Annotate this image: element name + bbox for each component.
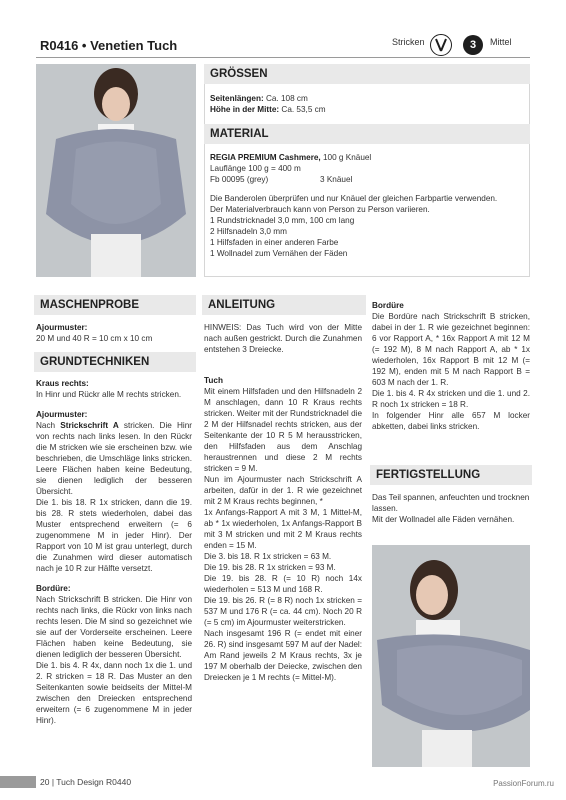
knitting-needles-icon: [430, 34, 452, 56]
fertigstellung-text: [372, 492, 530, 525]
grundtechniken-text: [36, 378, 192, 726]
kraus-title: Kraus rechts:: [36, 379, 89, 388]
fertigstellung-heading: FERTIGSTELLUNG: [370, 465, 532, 485]
tuch-row: Die 19. bis 26. R (= 8 R) noch 1x stricken = 537 M und 176 R (= ca. 44 cm). Noch 20 R (= 5 cm) im Ajourmuster weiterstricken.: [204, 596, 362, 627]
watermark: PassionForum.ru: [493, 779, 554, 788]
page-footer: [0, 775, 566, 789]
maschenprobe-sub: Ajourmuster:: [36, 323, 88, 332]
groessen-label-1: Seitenlängen:: [210, 94, 264, 103]
tuch-text-2: Nun im Ajourmuster nach Strickschrift A arbeiten, dafür in der 1. R wie gezeichnet mit 2 M Kraus rechts beginnen, *: [204, 475, 362, 506]
bordure-text-left-2: Die 1. bis 4. R 4x, dann noch 1x die 1. und 2. R stricken = 18 R. Das Muster an den Seitenkanten sowie beidseits der Mittel-M zwischen den Dreiecken entsprechend erweitern (= 6 zugenommene M in jeder Hinr).: [36, 661, 192, 725]
tuch-title: Tuch: [204, 376, 223, 385]
material-line: 2 Hilfsnadeln 3,0 mm: [210, 227, 287, 236]
material-heading: MATERIAL: [204, 124, 530, 144]
grundtechniken-heading: GRUNDTECHNIKEN: [34, 352, 196, 372]
header-divider: [36, 57, 530, 58]
bordure-text-right-3: In folgender Hinr alle 657 M locker abketten, dabei links stricken.: [372, 411, 530, 431]
material-line: 1 Hilfsfaden in einer anderen Farbe: [210, 238, 339, 247]
groessen-text: [210, 93, 520, 115]
tuch-row: Die 19. bis 28. R 1x stricken = 93 M.: [204, 563, 336, 572]
material-line: 1 Wollnadel zum Vernähen der Fäden: [210, 249, 348, 258]
yarn-weight: 100 g Knäuel: [320, 153, 372, 162]
level-label: Mittel: [490, 37, 512, 47]
groessen-value-2: Ca. 53,5 cm: [279, 105, 326, 114]
anleitung-text: [204, 322, 362, 683]
hinweis: HINWEIS: Das Tuch wird von der Mitte nach außen gestrickt. Durch die Zunahmen entstehen 3 Dreiecke.: [204, 323, 362, 354]
ajour-text-2: Die 1. bis 18. R 1x stricken, dann die 19. bis 28. R stets wiederholen, dabei das Muster entsprechend erweitern (= 6 zugenommene M in jeder Hinr). Der Rapport von 10 M ist grau unterlegt, durch die Zunahmen wird dieser automatisch nach je 10 R zur Hälfte versetzt.: [36, 498, 192, 573]
yarn-length: Lauflänge 100 g = 400 m: [210, 164, 301, 173]
tuch-text: Mit einem Hilfsfaden und den Hilfsnadeln 2 M anschlagen, dann 10 R Kraus rechts stricken. Weiter mit der Rundstricknadel die 2 M der Hilfsnadel rechts stricken, aus der Seitenkante der 10 R 5 M herausstricken, den Hilfsfaden aus dem Anschlag heraustrennen und diese 2 M rechts stricken = 9 M.: [204, 387, 362, 473]
tuch-text-4: Nach insgesamt 196 R (= endet mit einer 26. R) sind insgesamt 597 M auf der Nadel: Am Rand jeweils 2 M Kraus rechts, 3x je 197 M oberhalb der Deiecke, zwischen den Dreiecken je 1 M rechts (= Mittel-M).: [204, 629, 362, 682]
bordure-text-left: Nach Strickschrift B stricken. Die Hinr von rechts nach links, die Rückr von links nach rechts lesen. Die M sind so gezeichnet wie sie auf der Vorderseite erscheinen. Leere Flächen haben keine Bedeutung, sie dienen lediglich der besseren Übersicht.: [36, 595, 192, 659]
bordure-title-right: Bordüre: [372, 301, 404, 310]
bordure-right: [372, 300, 530, 432]
tuch-row: Die 3. bis 18. R 1x stricken = 63 M.: [204, 552, 332, 561]
material-line: Die Banderolen überprüfen und nur Knäuel der gleichen Farbpartie verwenden.: [210, 194, 498, 203]
ajour-title: Ajourmuster:: [36, 410, 88, 419]
anleitung-heading: ANLEITUNG: [202, 295, 366, 315]
page-title: R0416 • Venetien Tuch: [40, 38, 178, 53]
level-number: 3: [469, 39, 477, 51]
maschenprobe-heading: MASCHENPROBE: [34, 295, 196, 315]
tuch-row: Die 19. bis 28. R (= 10 R) noch 14x wiederholen = 513 M und 168 R.: [204, 574, 362, 594]
ajour-chart-ref: Strickschrift A: [60, 421, 119, 430]
material-line: 1 Rundstricknadel 3,0 mm, 100 cm lang: [210, 216, 355, 225]
fertigstellung-line: Das Teil spannen, anfeuchten und trocknen lassen.: [372, 493, 530, 513]
bordure-text-right-2: Die 1. bis 4. R 4x stricken und die 1. und 2. R noch 1x stricken = 18 R.: [372, 389, 530, 409]
level-badge: [463, 35, 483, 55]
model-photo-top: [36, 64, 196, 277]
fertigstellung-line: Mit der Wollnadel alle Fäden vernähen.: [372, 515, 515, 524]
ajour-text: stricken. Die Hinr von rechts nach links lesen. In den Rückr die M stricken wie sie erscheinen bzw. wie beschrieben, die Umschläge links stricken. Leere Flächen haben keine Bedeutung, sie dienen lediglich der besseren Übersicht.: [36, 421, 192, 496]
difficulty-label: Stricken: [392, 37, 425, 47]
ajour-pre: Nach: [36, 421, 61, 430]
material-text: [210, 152, 525, 259]
kraus-text: In Hinr und Rückr alle M rechts stricken.: [36, 390, 182, 399]
footer-bar: [0, 776, 36, 788]
maschenprobe-value: 20 M und 40 R = 10 cm x 10 cm: [36, 334, 153, 343]
yarn-quantity: 3 Knäuel: [320, 175, 353, 184]
groessen-value-1: Ca. 108 cm: [263, 94, 308, 103]
page-number: 20 | Tuch Design R0440: [40, 777, 132, 787]
groessen-heading: GRÖSSEN: [204, 64, 530, 84]
material-line: Der Materialverbrauch kann von Person zu Person variieren.: [210, 205, 430, 214]
groessen-label-2: Höhe in der Mitte:: [210, 105, 280, 114]
yarn-color: Fb 00095 (grey): [210, 175, 269, 184]
bordure-text-right: Die Bordüre nach Strickschrift B stricken, dabei in der 1. R wie gezeichnet beginnen: 6 vor Rapport A, * 16x Rapport A mit 12 M (= 192 M), 8 M nach Rapport A, ab * 1x wiederholen, 16x Rapport B mit 12 M (= 192 M), enden mit 5 M nach Rapport B = 603 M nach der 1. R.: [372, 312, 530, 387]
yarn-name: REGIA PREMIUM Cashmere,: [210, 153, 321, 162]
maschenprobe-text: [36, 322, 192, 344]
tuch-text-3: 1x Anfangs-Rapport A mit 3 M, 1 Mittel-M, ab * 1x wiederholen, 1x Anfangs-Rapport B mit 3 M stricken und mit 2 M Kraus rechts enden = 15 M.: [204, 508, 362, 550]
model-photo-bottom: [372, 545, 530, 767]
bordure-title-left: Bordüre:: [36, 584, 71, 593]
